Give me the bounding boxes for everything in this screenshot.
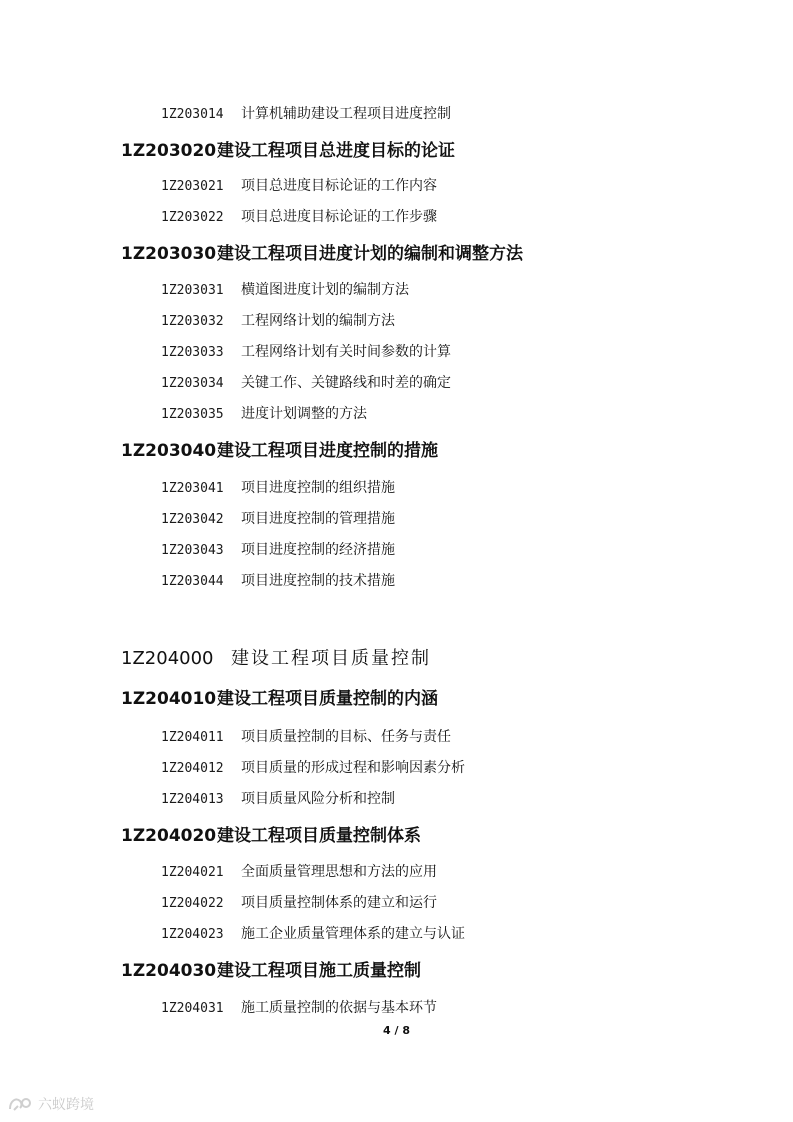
outline-item [161,758,465,779]
outline-code: 1Z204023 [161,927,224,942]
section-heading [121,688,438,710]
outline-item [161,924,465,945]
outline-code: 1Z204010 [121,689,217,709]
outline-title: 工程网络计划有关时间参数的计算 [241,344,451,360]
outline-title: 项目质量控制体系的建立和运行 [241,895,437,911]
outline-code: 1Z203040 [121,441,217,461]
outline-code: 1Z203041 [161,481,224,496]
outline-item [161,893,437,914]
outline-item [161,862,437,883]
outline-title: 项目进度控制的组织措施 [241,480,395,496]
outline-title: 项目质量风险分析和控制 [241,791,395,807]
outline-title: 项目质量的形成过程和影响因素分析 [241,760,465,776]
outline-code: 1Z204012 [161,761,224,776]
outline-code: 1Z203044 [161,574,224,589]
page-number: 4 / 8 [383,1024,410,1037]
outline-title: 施工质量控制的依据与基本环节 [241,1000,437,1016]
outline-code: 1Z204020 [121,826,217,846]
outline-code: 1Z204013 [161,792,224,807]
outline-title: 计算机辅助建设工程项目进度控制 [241,106,451,122]
outline-code: 1Z203032 [161,314,224,329]
outline-title: 进度计划调整的方法 [241,406,367,422]
outline-code: 1Z204021 [161,865,224,880]
section-heading [121,140,455,162]
outline-code: 1Z203014 [161,107,224,122]
section-heading [121,243,523,265]
outline-code: 1Z204011 [161,730,224,745]
outline-title: 工程网络计划的编制方法 [241,313,395,329]
outline-item [161,998,437,1019]
outline-item [161,280,409,301]
outline-item [161,478,395,499]
outline-title: 建设工程项目质量控制的内涵 [217,689,438,709]
outline-title: 项目进度控制的管理措施 [241,511,395,527]
outline-title: 建设工程项目进度计划的编制和调整方法 [217,244,523,264]
outline-title: 建设工程项目进度控制的措施 [217,441,438,461]
outline-item [161,571,395,592]
watermark [8,1094,94,1114]
outline-item [161,311,395,332]
section-heading [121,960,421,982]
outline-code: 1Z203031 [161,283,224,298]
outline-code: 1Z204022 [161,896,224,911]
watermark-text: 六蚁跨境 [38,1097,94,1113]
outline-code: 1Z203030 [121,244,217,264]
outline-title: 关键工作、关键路线和时差的确定 [241,375,451,391]
section-heading [121,440,438,462]
outline-title: 全面质量管理思想和方法的应用 [241,864,437,880]
outline-title: 项目进度控制的技术措施 [241,573,395,589]
outline-item [161,176,437,197]
outline-item [161,404,367,425]
outline-item [161,540,395,561]
outline-code: 1Z203033 [161,345,224,360]
outline-item [161,342,451,363]
outline-code: 1Z204000 [121,648,214,669]
outline-code: 1Z203034 [161,376,224,391]
outline-item [161,207,437,228]
outline-title: 横道图进度计划的编制方法 [241,282,409,298]
outline-title: 项目总进度目标论证的工作内容 [241,178,437,194]
outline-title: 建设工程项目总进度目标的论证 [217,141,455,161]
outline-code: 1Z203043 [161,543,224,558]
outline-code: 1Z204031 [161,1001,224,1016]
outline-item [161,727,451,748]
outline-code: 1Z203035 [161,407,224,422]
outline-item [161,509,395,530]
outline-code: 1Z203020 [121,141,217,161]
outline-title: 建设工程项目施工质量控制 [217,961,421,981]
outline-item [161,789,395,810]
outline-item [161,373,451,394]
outline-title: 建设工程项目质量控制 [231,648,431,669]
outline-code: 1Z203042 [161,512,224,527]
outline-code: 1Z204030 [121,961,217,981]
outline-code: 1Z203022 [161,210,224,225]
outline-item [161,104,451,125]
chapter-heading [121,647,431,671]
logo-icon [8,1095,32,1113]
outline-title: 项目进度控制的经济措施 [241,542,395,558]
outline-title: 项目总进度目标论证的工作步骤 [241,209,437,225]
outline-title: 建设工程项目质量控制体系 [217,826,421,846]
outline-title: 施工企业质量管理体系的建立与认证 [241,926,465,942]
outline-code: 1Z203021 [161,179,224,194]
outline-title: 项目质量控制的目标、任务与责任 [241,729,451,745]
section-heading [121,825,421,847]
